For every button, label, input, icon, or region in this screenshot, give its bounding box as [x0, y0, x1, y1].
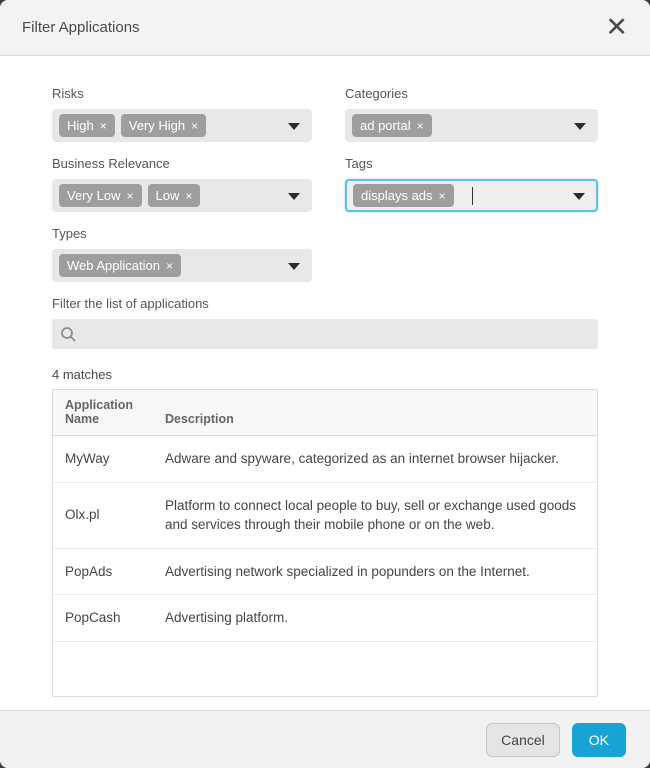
remove-tag-icon[interactable]: ×	[185, 188, 193, 203]
chevron-down-icon[interactable]	[288, 123, 300, 130]
tags-label: Tags	[345, 156, 373, 171]
search-label: Filter the list of applications	[52, 296, 209, 311]
chevron-down-icon[interactable]	[574, 123, 586, 130]
types-label: Types	[52, 226, 87, 241]
table-body	[53, 436, 597, 642]
categories-multiselect[interactable]	[345, 109, 598, 142]
grid-spacer	[345, 226, 598, 282]
tags-multiselect[interactable]	[345, 179, 598, 212]
tag-pill	[352, 114, 432, 137]
application-name-cell: PopAds	[53, 548, 153, 595]
tag-pill	[353, 184, 454, 207]
applications-table	[53, 390, 597, 642]
search-icon	[60, 326, 77, 343]
categories-pills	[352, 114, 438, 137]
dialog-body	[0, 56, 650, 710]
table-row[interactable]	[53, 595, 597, 642]
remove-tag-icon[interactable]: ×	[166, 258, 174, 273]
tag-pill-label: Very Low	[67, 188, 121, 203]
column-header-description: Description	[153, 390, 597, 436]
table-row[interactable]	[53, 548, 597, 595]
types-field	[52, 226, 312, 282]
application-description-cell: Adware and spyware, categorized as an internet browser hijacker.	[153, 436, 597, 483]
categories-label: Categories	[345, 86, 408, 101]
categories-field	[345, 86, 598, 142]
search-box[interactable]	[52, 319, 598, 349]
types-pills	[59, 254, 187, 277]
remove-tag-icon[interactable]: ×	[191, 118, 199, 133]
chevron-down-icon[interactable]	[288, 263, 300, 270]
table-header-row	[53, 390, 597, 436]
remove-tag-icon[interactable]: ×	[126, 188, 134, 203]
types-multiselect[interactable]	[52, 249, 312, 282]
business-relevance-label: Business Relevance	[52, 156, 170, 171]
tag-pill	[148, 184, 201, 207]
tag-pill-label: Very High	[128, 118, 186, 133]
business-relevance-multiselect[interactable]	[52, 179, 312, 212]
filter-grid	[52, 86, 598, 282]
business-relevance-pills	[59, 184, 206, 207]
risks-multiselect[interactable]	[52, 109, 312, 142]
application-description-cell: Advertising network specialized in popunders on the Internet.	[153, 548, 597, 595]
close-icon[interactable]: ✕	[605, 12, 628, 43]
table-row[interactable]	[53, 482, 597, 548]
tags-field	[345, 156, 598, 212]
tag-pill-label: displays ads	[361, 188, 433, 203]
remove-tag-icon[interactable]: ×	[416, 118, 424, 133]
risks-pills	[59, 114, 212, 137]
tag-pill-label: Web Application	[67, 258, 160, 273]
ok-button[interactable]: OK	[572, 723, 626, 757]
applications-table-container[interactable]	[52, 389, 598, 697]
tags-pills	[353, 184, 460, 207]
business-relevance-field	[52, 156, 312, 212]
application-description-cell: Platform to connect local people to buy, sell or exchange used goods and services through their mobile phone or on the web.	[153, 482, 597, 548]
match-count: 4 matches	[52, 367, 112, 382]
tag-pill	[59, 114, 115, 137]
dialog-title: Filter Applications	[22, 19, 140, 36]
tag-pill-label: High	[67, 118, 94, 133]
application-description-cell: Advertising platform.	[153, 595, 597, 642]
chevron-down-icon[interactable]	[288, 193, 300, 200]
search-input[interactable]	[83, 327, 590, 342]
tag-pill	[59, 254, 181, 277]
text-cursor	[472, 187, 473, 205]
dialog-footer	[0, 710, 650, 768]
dialog-header	[0, 0, 650, 56]
column-header-application-name: Application Name	[53, 390, 153, 436]
tag-pill-label: ad portal	[360, 118, 411, 133]
risks-field	[52, 86, 312, 142]
tag-pill	[121, 114, 206, 137]
remove-tag-icon[interactable]: ×	[99, 118, 107, 133]
tag-pill-label: Low	[155, 188, 180, 203]
application-name-cell: PopCash	[53, 595, 153, 642]
risks-label: Risks	[52, 86, 84, 101]
chevron-down-icon[interactable]	[573, 193, 585, 200]
tag-pill	[59, 184, 142, 207]
remove-tag-icon[interactable]: ×	[438, 188, 446, 203]
table-row[interactable]	[53, 436, 597, 483]
application-name-cell: Olx.pl	[53, 482, 153, 548]
application-name-cell: MyWay	[53, 436, 153, 483]
cancel-button[interactable]: Cancel	[486, 723, 560, 757]
